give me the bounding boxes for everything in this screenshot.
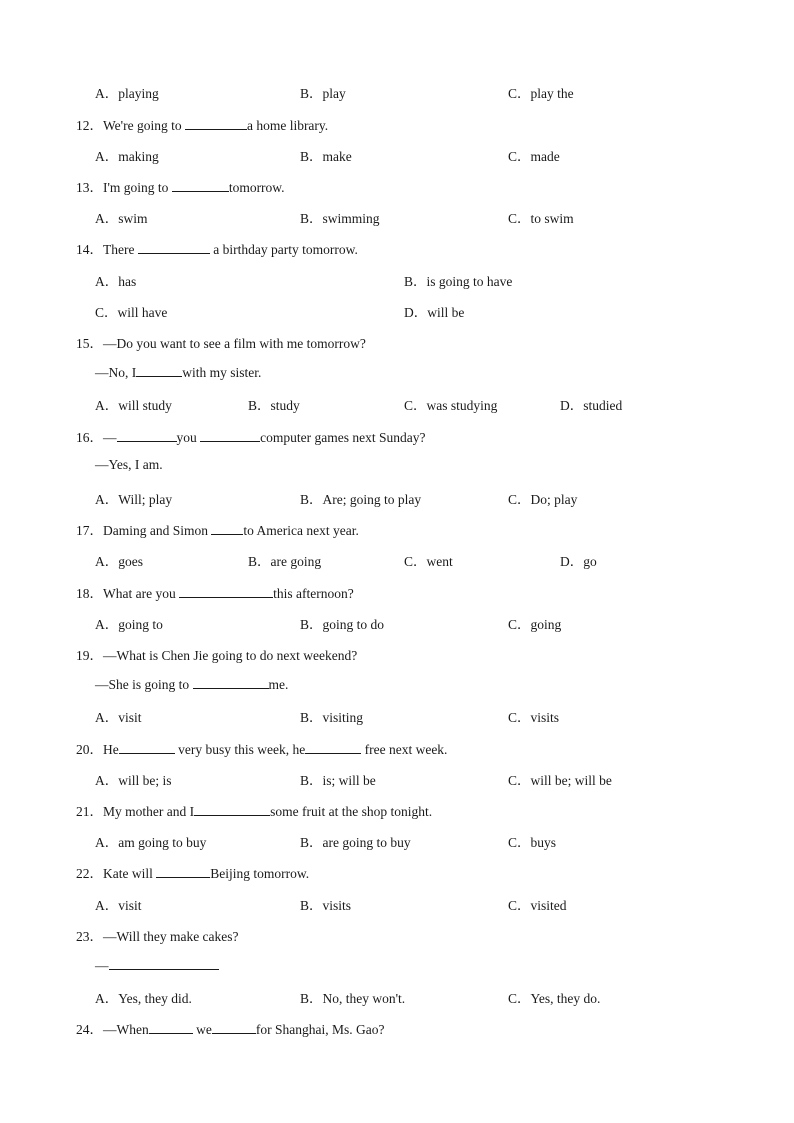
- question-13: [0, 176, 794, 196]
- option-b: B．visiting: [300, 710, 364, 725]
- option-a: A．visit: [95, 898, 142, 913]
- option-b: B．swimming: [300, 211, 380, 226]
- option-c: C．visits: [508, 710, 560, 725]
- option-a: A．Will; play: [95, 492, 173, 507]
- question-14-options-row1: [0, 270, 794, 290]
- option-c: C．buys: [508, 835, 557, 850]
- option-a: A．playing: [95, 86, 159, 101]
- answer-blank-2[interactable]: [212, 1020, 256, 1034]
- question-23: [0, 925, 794, 945]
- question-20: [0, 738, 794, 758]
- question-text: 23．—Will they make cakes?: [76, 929, 239, 944]
- option-c: C．to swim: [508, 211, 574, 226]
- answer-blank[interactable]: [194, 802, 270, 816]
- question-18-options: [0, 613, 794, 633]
- question-23-reply: [0, 956, 794, 976]
- reply-text: —: [95, 956, 219, 974]
- answer-blank[interactable]: [211, 521, 243, 535]
- option-c: C．Do; play: [508, 492, 578, 507]
- question-16: [0, 426, 794, 446]
- option-a: A．swim: [95, 211, 148, 226]
- option-b: B．is going to have: [404, 274, 513, 289]
- option-c: C．went: [404, 554, 453, 569]
- question-22-options: [0, 894, 794, 914]
- question-15-options: [0, 394, 794, 414]
- option-a: A．making: [95, 149, 159, 164]
- option-d: D．go: [560, 554, 597, 569]
- option-d: D．studied: [560, 398, 623, 413]
- answer-blank[interactable]: [136, 363, 182, 377]
- option-b: B．going to do: [300, 617, 385, 632]
- question-17: [0, 519, 794, 539]
- option-c: C．made: [508, 149, 560, 164]
- option-a: A．Yes, they did.: [95, 991, 192, 1006]
- answer-blank-2[interactable]: [200, 428, 260, 442]
- option-c: C．going: [508, 617, 562, 632]
- option-b: B．study: [248, 398, 300, 413]
- option-b: B．play: [300, 86, 346, 101]
- question-text: 15．—Do you want to see a film with me tomorrow?: [76, 336, 366, 351]
- question-18: [0, 582, 794, 602]
- option-a: A．will be; is: [95, 773, 172, 788]
- option-b: B．make: [300, 149, 352, 164]
- question-20-options: [0, 769, 794, 789]
- option-a: A．goes: [95, 554, 143, 569]
- question-text: 16．— you computer games next Sunday?: [76, 430, 426, 445]
- option-b: B．is; will be: [300, 773, 376, 788]
- question-text: 17．Daming and Simon to America next year.: [76, 523, 359, 538]
- answer-blank[interactable]: [156, 864, 210, 878]
- question-21-options: [0, 831, 794, 851]
- option-a: A．am going to buy: [95, 835, 207, 850]
- option-b: B．No, they won't.: [300, 991, 406, 1006]
- option-b: B．are going: [248, 554, 322, 569]
- answer-blank-2[interactable]: [305, 740, 361, 754]
- question-23-options: [0, 987, 794, 1007]
- question-text: 12．We're going to a home library.: [76, 118, 329, 133]
- reply-text: —No, I with my sister.: [95, 365, 262, 380]
- question-text: 22．Kate will Beijing tomorrow.: [76, 866, 310, 881]
- question-17-options: [0, 550, 794, 570]
- answer-blank[interactable]: [179, 584, 273, 598]
- question-22: [0, 862, 794, 882]
- question-text: 20．He very busy this week, he free next week.: [76, 742, 448, 757]
- question-14-options-row2: [0, 301, 794, 321]
- option-b: B．are going to buy: [300, 835, 411, 850]
- option-b: B．Are; going to play: [300, 492, 422, 507]
- answer-blank[interactable]: [138, 240, 210, 254]
- answer-blank-1[interactable]: [149, 1020, 193, 1034]
- question-19-reply: [0, 675, 794, 695]
- answer-blank[interactable]: [172, 178, 229, 192]
- question-16-options: [0, 488, 794, 508]
- answer-blank-1[interactable]: [119, 740, 175, 754]
- option-a: A．visit: [95, 710, 142, 725]
- question-12-options: [0, 145, 794, 165]
- option-c: C．play the: [508, 86, 574, 101]
- question-text: 19．—What is Chen Jie going to do next weekend?: [76, 648, 358, 663]
- option-a: A．will study: [95, 398, 172, 413]
- question-text: 24．—When we for Shanghai, Ms. Gao?: [76, 1022, 385, 1037]
- reply-text: —She is going to me.: [95, 677, 289, 692]
- question-11-options: [0, 82, 794, 102]
- question-15-reply: [0, 363, 794, 383]
- answer-blank[interactable]: [193, 675, 269, 689]
- option-c: C．will have: [95, 305, 168, 320]
- question-19-options: [0, 706, 794, 726]
- reply-text: —Yes, I am.: [95, 457, 163, 472]
- question-text: 18．What are you this afternoon?: [76, 586, 354, 601]
- option-c: C．will be; will be: [508, 773, 612, 788]
- question-13-options: [0, 207, 794, 227]
- option-a: A．has: [95, 274, 137, 289]
- question-16-reply: [0, 457, 794, 477]
- question-text: 14．There a birthday party tomorrow.: [76, 242, 358, 257]
- option-d: D．will be: [404, 305, 465, 320]
- answer-blank[interactable]: [185, 116, 247, 130]
- answer-blank-1[interactable]: [117, 428, 177, 442]
- question-15: [0, 332, 794, 352]
- question-21: [0, 800, 794, 820]
- option-c: C．visited: [508, 898, 567, 913]
- question-24: [0, 1018, 794, 1038]
- question-text: 13．I'm going to tomorrow.: [76, 180, 285, 195]
- option-a: A．going to: [95, 617, 163, 632]
- question-12: [0, 114, 794, 134]
- question-14: [0, 238, 794, 258]
- option-c: C．was studying: [404, 398, 498, 413]
- option-b: B．visits: [300, 898, 352, 913]
- option-c: C．Yes, they do.: [508, 991, 601, 1006]
- answer-blank[interactable]: [109, 956, 219, 970]
- question-19: [0, 644, 794, 664]
- question-text: 21．My mother and I some fruit at the shop tonight.: [76, 804, 433, 819]
